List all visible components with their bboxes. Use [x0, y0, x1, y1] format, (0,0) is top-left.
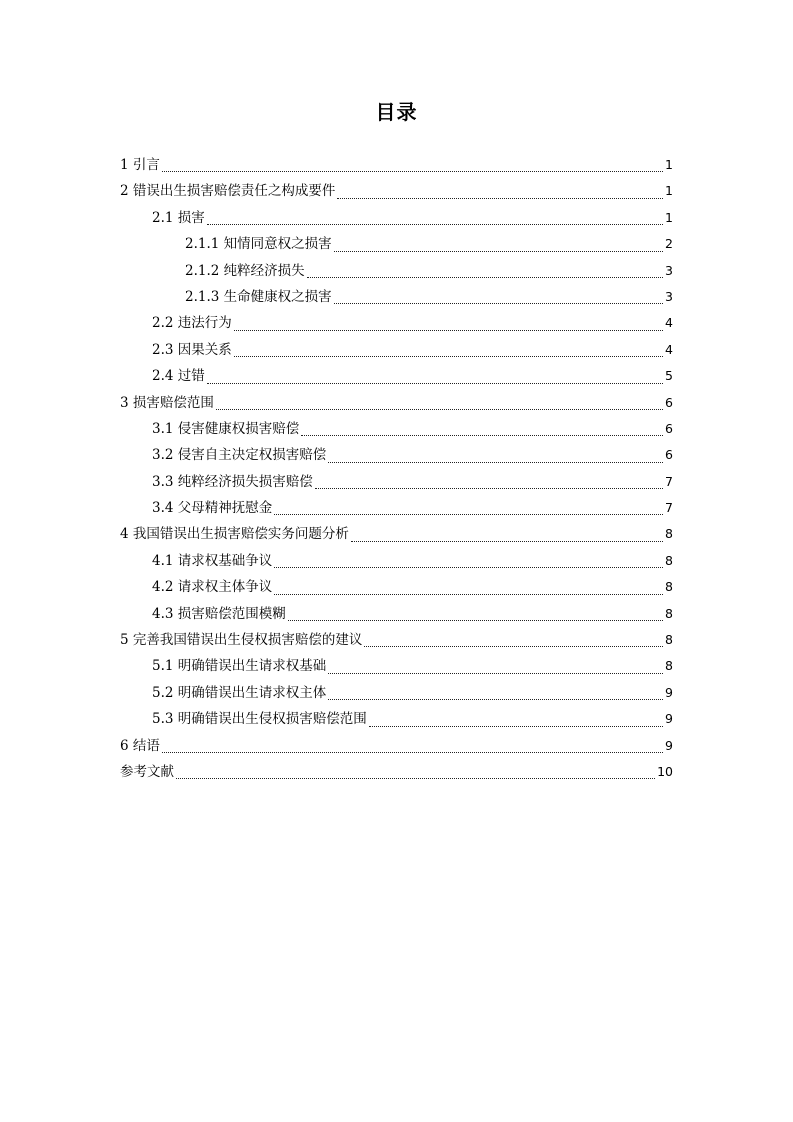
toc-entry[interactable]: [120, 548, 673, 574]
toc-entry-label: 参考文献: [120, 763, 174, 780]
toc-entry[interactable]: [120, 363, 673, 389]
toc-entry[interactable]: [120, 178, 673, 204]
toc-entry-label: 1 引言: [120, 156, 160, 173]
toc-entry[interactable]: [120, 521, 673, 547]
dot-leader: [351, 523, 663, 542]
dot-leader: [176, 760, 655, 779]
toc-entry[interactable]: [120, 442, 673, 468]
toc-entry-page-number: 4: [665, 341, 673, 357]
toc-entry-page-number: 9: [665, 737, 673, 753]
dot-leader: [162, 153, 663, 172]
toc-entry-page-number: 9: [665, 711, 673, 727]
dot-leader: [301, 417, 663, 436]
toc-entry-label: 3.2 侵害自主决定权损害赔偿: [152, 447, 327, 464]
dot-leader: [307, 259, 663, 278]
toc-entry-label: 4.1 请求权基础争议: [152, 552, 273, 569]
toc-entry[interactable]: [120, 759, 673, 785]
toc-entry-label: 3.3 纯粹经济损失损害赔偿: [152, 473, 313, 490]
dot-leader: [328, 655, 663, 674]
dot-leader: [369, 708, 663, 727]
toc-entry[interactable]: [120, 258, 673, 284]
toc-entry[interactable]: [120, 152, 673, 178]
toc-entry-label: 3 损害赔偿范围: [120, 394, 214, 411]
toc-entry[interactable]: [120, 706, 673, 732]
toc-entry-label: 2.3 因果关系: [152, 341, 232, 358]
toc-entry[interactable]: [120, 469, 673, 495]
dot-leader: [334, 233, 663, 252]
toc-entry-label: 2 错误出生损害赔偿责任之构成要件: [120, 183, 336, 200]
dot-leader: [328, 681, 663, 700]
toc-entry-label: 2.1.1 知情同意权之损害: [185, 236, 332, 253]
toc-entry-page-number: 9: [665, 684, 673, 700]
toc-entry-page-number: 1: [665, 156, 673, 172]
dot-leader: [207, 365, 663, 384]
toc-entry[interactable]: [120, 231, 673, 257]
toc-entry-page-number: 10: [657, 763, 673, 779]
dot-leader: [234, 312, 663, 331]
toc-entry-page-number: 2: [665, 236, 673, 252]
toc-entry[interactable]: [120, 284, 673, 310]
toc-entry[interactable]: [120, 310, 673, 336]
toc-entry-page-number: 7: [665, 473, 673, 489]
dot-leader: [364, 628, 663, 647]
toc-entry-label: 4.2 请求权主体争议: [152, 579, 273, 596]
toc-entry-page-number: 6: [665, 447, 673, 463]
toc-entry-page-number: 3: [665, 288, 673, 304]
toc-entry[interactable]: [120, 733, 673, 759]
toc-entry-page-number: 4: [665, 315, 673, 331]
toc-entry-page-number: 8: [665, 579, 673, 595]
dot-leader: [334, 285, 663, 304]
toc-entry-page-number: 8: [665, 632, 673, 648]
toc-entry-page-number: 7: [665, 500, 673, 516]
dot-leader: [274, 549, 663, 568]
toc-entry-page-number: 1: [665, 183, 673, 199]
dot-leader: [315, 470, 663, 489]
dot-leader: [274, 496, 663, 515]
toc-entry[interactable]: [120, 337, 673, 363]
toc-entry-page-number: 6: [665, 420, 673, 436]
dot-leader: [328, 444, 663, 463]
toc-entry-label: 5.3 明确错误出生侵权损害赔偿范围: [152, 711, 367, 728]
toc-entry-label: 5.1 明确错误出生请求权基础: [152, 658, 327, 675]
toc-entry[interactable]: [120, 680, 673, 706]
toc-entry-page-number: 5: [665, 368, 673, 384]
toc-entry-label: 3.1 侵害健康权损害赔偿: [152, 420, 300, 437]
toc-entry-label: 2.1 损害: [152, 209, 205, 226]
toc-entry-label: 2.1.2 纯粹经济损失: [185, 262, 305, 279]
dot-leader: [288, 602, 663, 621]
dot-leader: [216, 391, 663, 410]
toc-entry[interactable]: [120, 601, 673, 627]
dot-leader: [274, 576, 663, 595]
toc-entry-page-number: 1: [665, 209, 673, 225]
toc-entry[interactable]: [120, 495, 673, 521]
dot-leader: [162, 734, 663, 753]
toc-entry-page-number: 3: [665, 262, 673, 278]
dot-leader: [337, 180, 663, 199]
toc-entry-page-number: 6: [665, 394, 673, 410]
toc-entry-label: 4.3 损害赔偿范围模糊: [152, 605, 286, 622]
toc-entry[interactable]: [120, 390, 673, 416]
toc-entry-label: 2.4 过错: [152, 368, 205, 385]
toc-entry-page-number: 8: [665, 658, 673, 674]
toc-entry-label: 6 结语: [120, 737, 160, 754]
toc-entry-page-number: 8: [665, 552, 673, 568]
toc-entry-label: 2.2 违法行为: [152, 315, 232, 332]
toc-entry-label: 4 我国错误出生损害赔偿实务问题分析: [120, 526, 349, 543]
toc-entry-label: 2.1.3 生命健康权之损害: [185, 288, 332, 305]
toc-entry-label: 3.4 父母精神抚慰金: [152, 500, 273, 517]
table-of-contents: [120, 152, 673, 785]
toc-entry[interactable]: [120, 574, 673, 600]
toc-entry[interactable]: [120, 653, 673, 679]
toc-entry[interactable]: [120, 416, 673, 442]
toc-entry-page-number: 8: [665, 605, 673, 621]
page-title: 目录: [375, 100, 418, 124]
toc-entry[interactable]: [120, 205, 673, 231]
dot-leader: [207, 206, 663, 225]
toc-entry[interactable]: [120, 627, 673, 653]
toc-entry-label: 5.2 明确错误出生请求权主体: [152, 684, 327, 701]
toc-entry-page-number: 8: [665, 526, 673, 542]
toc-entry-label: 5 完善我国错误出生侵权损害赔偿的建议: [120, 632, 363, 649]
dot-leader: [234, 338, 663, 357]
